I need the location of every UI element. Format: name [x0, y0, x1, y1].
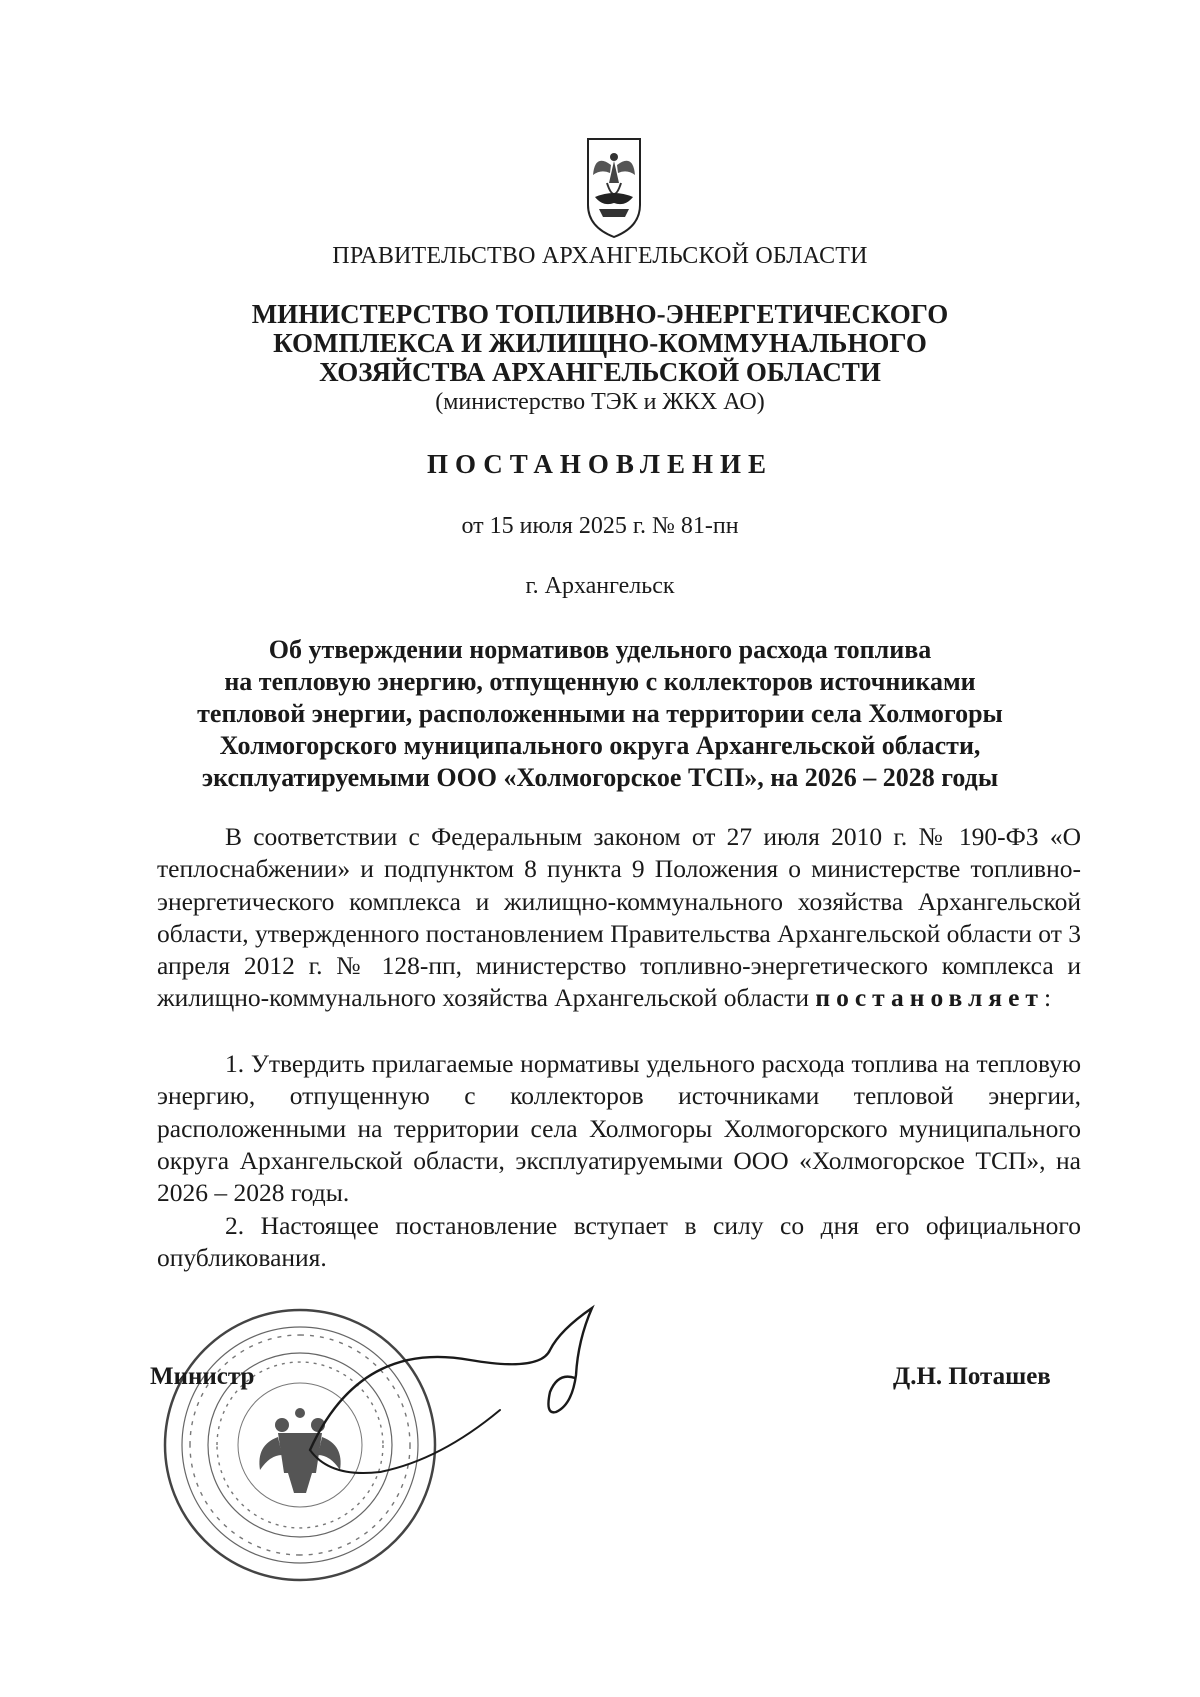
preamble-text: В соответствии с Федеральным законом от 27 июля 2010 г. № 190-ФЗ «О теплоснабжении» и подпунктом 8 пункта 9 Положения о министерстве топливно-энергетического комплекса и жилищно-коммунального хозяйства Архангельской области, утвержденного постановлением Правительства Архангельской области от 3 апреля 2012 г. № 128-пп, министерство топливно-энергетического комплекса и жилищно-коммунального хозяйства Архангельской области	[157, 822, 1081, 1013]
government-name: ПРАВИТЕЛЬСТВО АРХАНГЕЛЬСКОЙ ОБЛАСТИ	[332, 243, 868, 269]
ministry-line: КОМПЛЕКСА И ЖИЛИЩНО-КОММУНАЛЬНОГО	[273, 328, 927, 358]
handwritten-signature	[300, 1300, 660, 1480]
ministry-line: МИНИСТЕРСТВО ТОПЛИВНО-ЭНЕРГЕТИЧЕСКОГО	[251, 299, 949, 329]
signatory-name: Д.Н. Поташев	[893, 1363, 1051, 1390]
title-line: Об утверждении нормативов удельного расхода топлива	[268, 635, 932, 664]
title-line: тепловой энергии, расположенными на территории села Холмогоры	[197, 699, 1003, 728]
item-2-paragraph: 2. Настоящее постановление вступает в силу со дня его официального опубликования.	[157, 1211, 1081, 1273]
city: г. Архангельск	[525, 573, 675, 599]
document-type: ПОСТАНОВЛЕНИЕ	[426, 449, 774, 479]
ministry-abbreviation: (министерство ТЭК и ЖКХ АО)	[435, 389, 765, 415]
resolves-colon: :	[1043, 983, 1052, 1013]
date-and-number: от 15 июля 2025 г. № 81-пн	[461, 513, 739, 539]
title-line: Холмогорского муниципального округа Архангельской области,	[219, 731, 981, 760]
item-1-paragraph: 1. Утвердить прилагаемые нормативы удельного расхода топлива на тепловую энергию, отпущенную с коллекторов источниками тепловой энергии, расположенными на территории села Холмогоры Холмогорского муниципального округа Архангельской области, эксплуатируемыми ООО «Холмогорское ТСП», на 2026 – 2028 годы.	[157, 1049, 1081, 1208]
signatory-position: Министр	[150, 1363, 255, 1390]
document-title	[150, 634, 1050, 794]
preamble-paragraph	[157, 821, 1081, 1015]
coat-of-arms-icon	[585, 135, 643, 240]
title-line: на тепловую энергию, отпущенную с коллекторов источниками	[224, 667, 976, 696]
title-line: эксплуатируемыми ООО «Холмогорское ТСП», на 2026 – 2028 годы	[201, 763, 999, 792]
ministry-line: ХОЗЯЙСТВА АРХАНГЕЛЬСКОЙ ОБЛАСТИ	[319, 357, 881, 387]
resolves-word: постановляет	[815, 983, 1044, 1013]
ministry-name	[0, 300, 1200, 387]
